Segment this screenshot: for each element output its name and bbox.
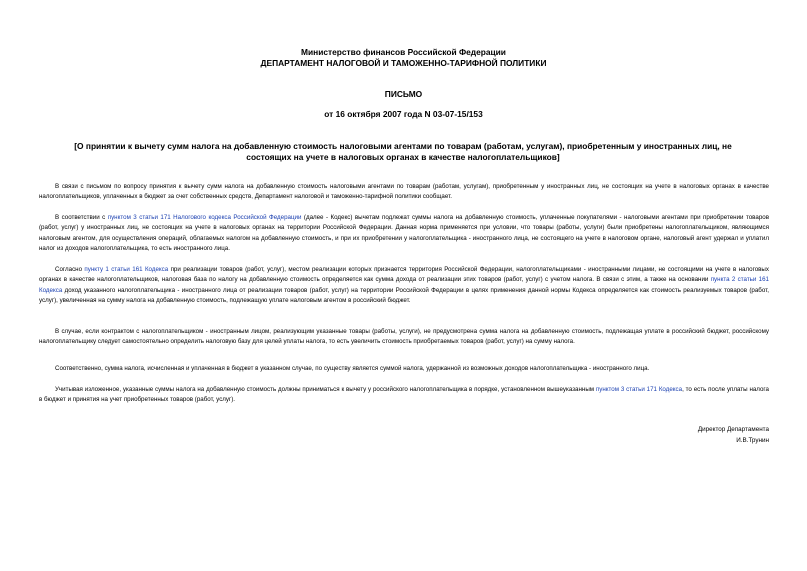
- paragraph-5: Соответственно, сумма налога, исчисленная и уплаченная в бюджет в указанном случае, по существу является суммой налога, удержанной из возможных доходов налогоплательщика - иностранного лица.: [55, 365, 650, 372]
- paragraph-6: [39, 385, 769, 406]
- paragraph-2-text-b: (далее - Кодекс) вычетам подлежат суммы налога на добавленную стоимость, уплаченные покупателями - налоговыми агентами при приобретении товаров (работ, услуг) у иностранных лиц, не состоящих на учете в налоговых органах на территории Российской Федерации. Данная норма применяется при условии, что товары (работы, услуги) были приобретены налогоплательщиком, являющимся налоговым агентом, для осуществления операций, облагаемых налогом на добавленную стоимость, и при их приобретении у налогоплательщика - иностранного лица, не состоящего на учете в налоговом органе, налоговый агент удержал и уплатил налог из доходов налогоплательщика, то есть иностранного лица.: [39, 214, 769, 252]
- signature-title: Директор Департамента: [697, 426, 769, 433]
- paragraph-2-text-a: В соответствии с: [55, 214, 108, 221]
- paragraph-3: [39, 265, 769, 306]
- document-type: ПИСЬМО: [384, 89, 423, 99]
- paragraph-3-text-b: при реализации товаров (работ, услуг), местом реализации которых признается территория Российской Федерации, налогоплательщиками - иностранными лицами, не состоящими на учете в налоговых органах в качестве налогоплательщиков, налоговая база по налогу на добавленную стоимость определяется как сумма дохода от реализации этих товаров (работ, услуг) с учетом налога. В связи с этим, а также на основании: [39, 266, 769, 284]
- link-code-161-2[interactable]: пункта 2 статьи 161 Кодекса: [39, 276, 769, 294]
- paragraph-6-text-a: Учитывая изложенное, указанные суммы налога на добавленную стоимость должны приниматься к вычету у российского налогоплательщика в порядке, установленном вышеуказанным: [55, 386, 596, 393]
- link-code-171-3[interactable]: пунктом 3 статьи 171 Кодекса: [595, 386, 683, 393]
- paragraph-6-text-b: , то есть после уплаты налога в бюджет и принятия на учет приобретенных товаров (работ, услуг).: [39, 386, 769, 404]
- link-tax-code-171-3[interactable]: пунктом 3 статьи 171 Налогового кодекса Российской Федерации: [107, 214, 302, 221]
- ministry-name: Министерство финансов Российской Федерации: [301, 47, 506, 57]
- document-subject: [О принятии к вычету сумм налога на добавленную стоимость налоговыми агентами по товарам (работам, услугам), приобретенным у иностранных лиц, не состоящих на учете в налоговых органах в качестве налогоплательщиков]: [74, 141, 732, 162]
- document-date: от 16 октября 2007 года N 03-07-15/153: [324, 109, 483, 119]
- paragraph-4: В случае, если контрактом с налогоплательщиком - иностранным лицом, реализующим указанные товары (работы, услуги), не предусмотрена сумма налога на добавленную стоимость, подлежащая уплате в российский бюджет, российскому налогоплательщику следует самостоятельно определить налоговую базу для целей уплаты налога, то есть увеличить стоимость приобретаемых товаров (работ, услуг) на сумму налога.: [39, 328, 769, 346]
- paragraph-2: [39, 213, 769, 254]
- signature-name: И.В.Трунин: [736, 437, 769, 444]
- paragraph-3-text-a: Согласно: [55, 266, 85, 273]
- paragraph-3-text-c: доход указанного налогоплательщика - иностранного лица от реализации товаров (работ, услуг) на территории Российской Федерации в целях применения данной нормы Кодекса определяется как стоимость реализуемых товаров (работ, услуг), увеличенная на сумму налога на добавленную стоимость, подлежащую уплате налоговым агентом в российский бюджет.: [39, 286, 769, 304]
- paragraph-1: В связи с письмом по вопросу принятия к вычету сумм налога на добавленную стоимость налоговыми агентами по товарам (работам, услугам), приобретенным у иностранных лиц, не состоящих на учете в налоговых органах в качестве налогоплательщиков, уплаченных в бюджет за счет собственных средств, Департамент налоговой и таможенно-тарифной политики сообщает.: [39, 183, 769, 201]
- department-name: ДЕПАРТАМЕНТ НАЛОГОВОЙ И ТАМОЖЕННО-ТАРИФНОЙ ПОЛИТИКИ: [260, 58, 547, 68]
- link-code-161-1[interactable]: пункту 1 статьи 161 Кодекса: [84, 266, 169, 273]
